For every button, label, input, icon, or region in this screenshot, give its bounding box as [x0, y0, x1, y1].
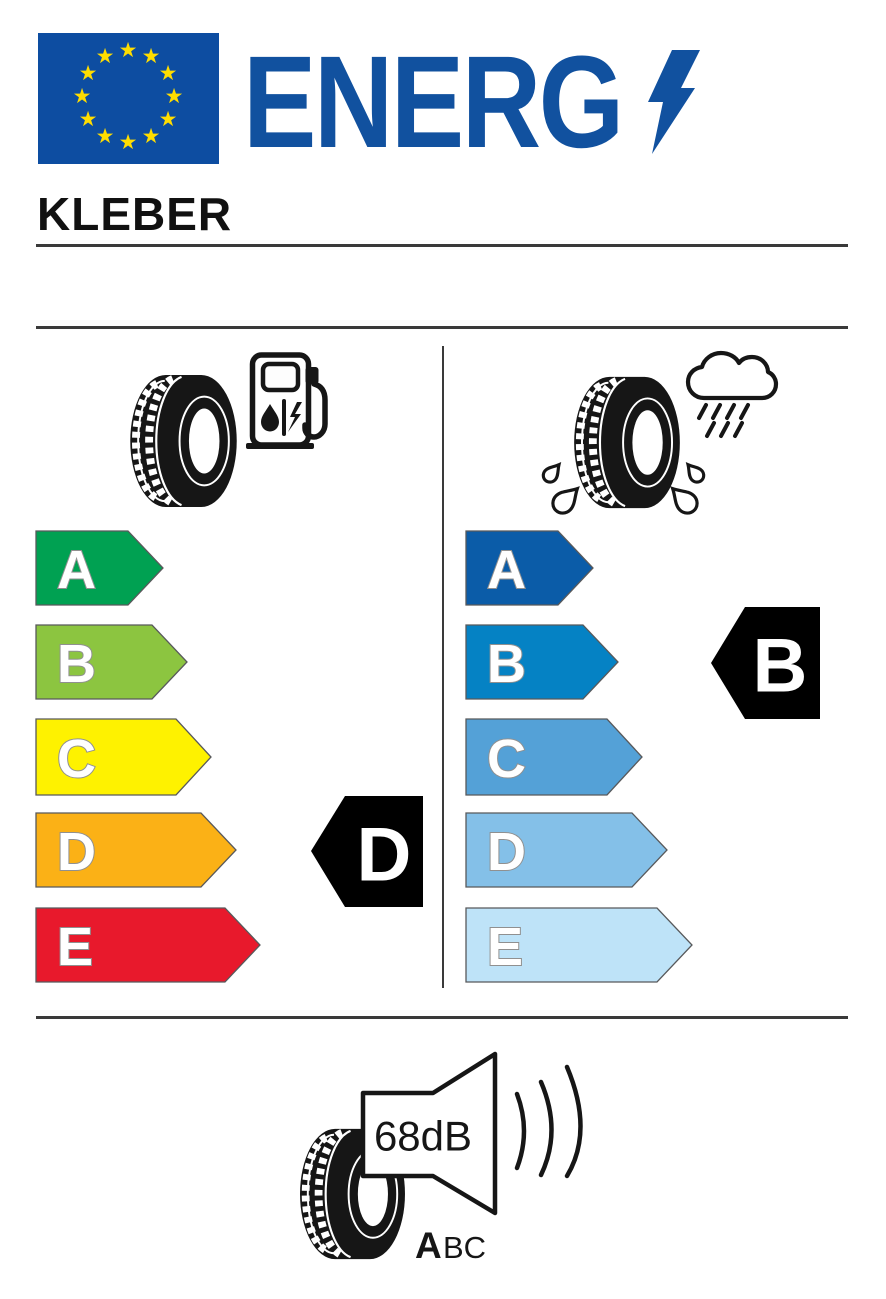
noise-pictogram [300, 1054, 580, 1266]
wet-grip-rating-badge [711, 607, 820, 719]
wet-rating-letter: B [752, 623, 808, 709]
noise-other-classes: BC [443, 1230, 487, 1265]
eu-star-icon: ★ [164, 85, 184, 108]
wet-class-arrow-a [466, 531, 593, 605]
brand-name: KLEBER [37, 188, 233, 240]
noise-class-letter: A [415, 1225, 442, 1266]
rain-drops [699, 405, 748, 436]
tire-icon [574, 377, 680, 508]
eu-star-icon: ★ [95, 45, 115, 68]
fuel-class-letter: B [57, 634, 96, 694]
eu-star-icon: ★ [78, 108, 98, 131]
wet-class-letter: C [487, 729, 526, 789]
wet-class-letter: A [487, 540, 526, 600]
eu-star-icon: ★ [78, 62, 98, 85]
eu-star-icon: ★ [158, 108, 178, 131]
fuel-class-letter: E [57, 917, 94, 977]
wet-grip-pictogram [540, 353, 776, 517]
fuel-class-letter: C [57, 729, 96, 789]
fuel-pump-icon [246, 355, 325, 449]
rain-cloud-icon [688, 353, 776, 436]
fuel-class-arrow-a [36, 531, 163, 605]
sound-waves-icon [517, 1067, 581, 1176]
energy-logo-text: ENERG [243, 28, 622, 175]
eu-star-icon: ★ [95, 125, 115, 148]
eu-star-icon: ★ [72, 85, 92, 108]
noise-decibel-value: 68dB [373, 1112, 473, 1160]
tire-icon [130, 375, 236, 507]
fuel-efficiency-pictogram [130, 355, 325, 507]
fuel-efficiency-rating-badge [311, 796, 423, 907]
wet-class-letter: D [487, 822, 526, 882]
eu-star-icon: ★ [158, 62, 178, 85]
eu-star-icon: ★ [118, 131, 138, 154]
wet-class-letter: E [487, 917, 524, 977]
fuel-rating-letter: D [356, 812, 412, 898]
eu-star-icon: ★ [141, 125, 161, 148]
fuel-class-letter: A [57, 540, 96, 600]
fuel-class-letter: D [57, 822, 96, 882]
eu-star-icon: ★ [141, 45, 161, 68]
eu-star-icon: ★ [118, 39, 138, 62]
wet-class-letter: B [487, 634, 526, 694]
